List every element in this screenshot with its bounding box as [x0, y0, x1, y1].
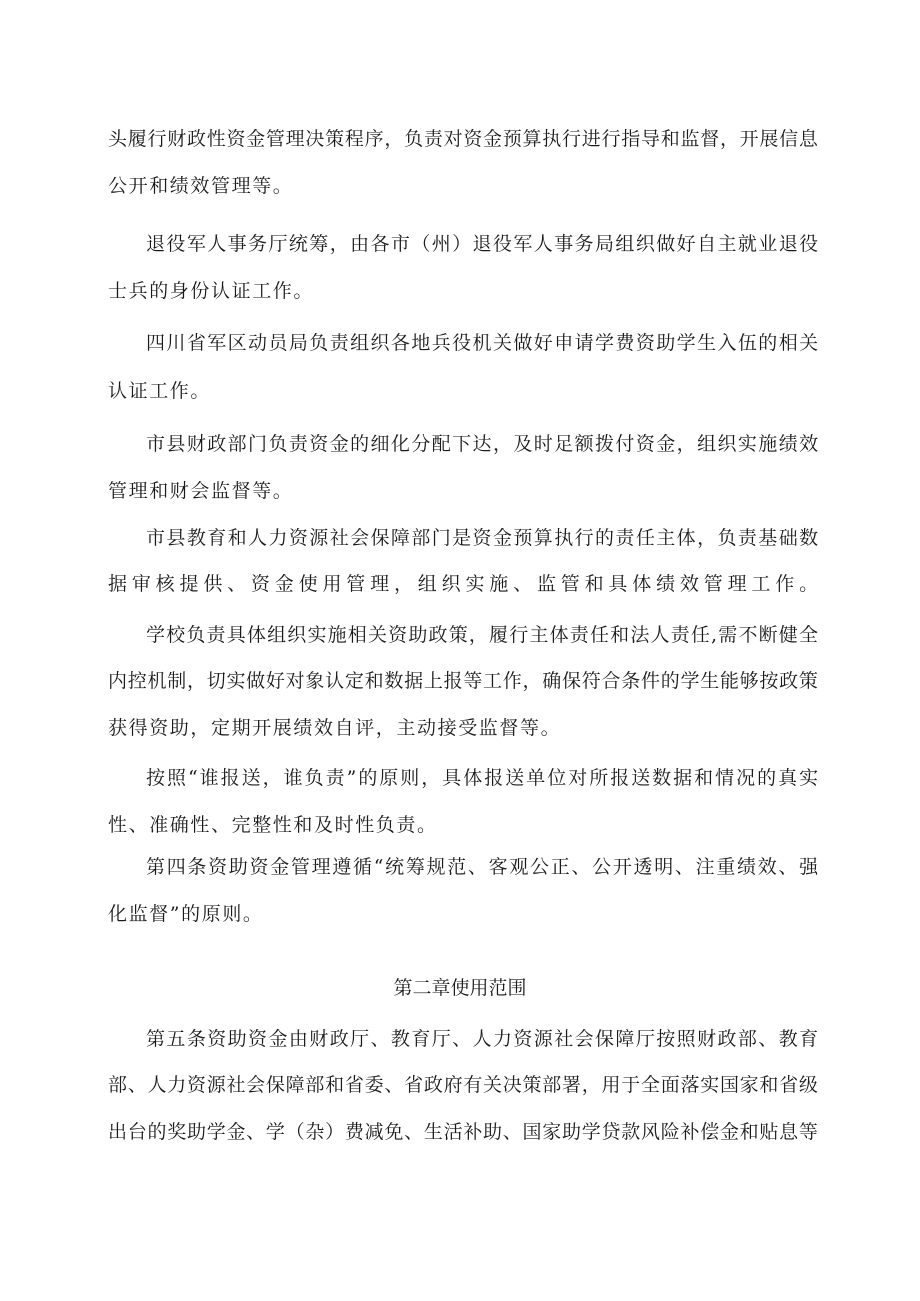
paragraph-8-line-1: 第四条资助资金管理遵循“统筹规范、客观公正、公开透明、注重绩效、强 [146, 856, 820, 878]
paragraph-5-line-1: 市县教育和人力资源社会保障部门是资金预算执行的责任主体，负责基础数 [146, 527, 820, 549]
paragraph-4-line-2: 管理和财会监督等。 [108, 480, 294, 502]
chapter-paragraph-1-line-2: 部、人力资源社会保障部和省委、省政府有关决策部署，用于全面落实国家和省级 [108, 1074, 819, 1096]
paragraph-2-line-2: 士兵的身份认证工作。 [108, 280, 315, 302]
paragraph-1-line-1: 头履行财政性资金管理决策程序，负责对资金预算执行进行指导和监督，开展信息 [108, 128, 819, 150]
paragraph-6-line-1: 学校负责具体组织实施相关资助政策，履行主体责任和法人责任,需不断健全 [146, 624, 820, 646]
paragraph-6-line-3: 获得资助，定期开展绩效自评，主动接受监督等。 [108, 717, 562, 739]
paragraph-3-line-2: 认证工作。 [108, 380, 212, 402]
paragraph-4-line-1: 市县财政部门负责资金的细化分配下达，及时足额拨付资金，组织实施绩效 [146, 433, 820, 455]
paragraph-8-line-2: 化监督”的原则。 [108, 903, 264, 925]
chapter-heading: 第二章使用范围 [393, 977, 527, 999]
paragraph-2-line-1: 退役军人事务厅统筹，由各市（州）退役军人事务局组织做好自主就业退役 [146, 233, 820, 255]
paragraph-5-line-2: 据审核提供、资金使用管理，组织实施、监管和具体绩效管理工作。 [108, 573, 823, 595]
chapter-paragraph-1-line-3: 出台的奖助学金、学（杂）费减免、生活补助、国家助学贷款风险补偿金和贴息等 [108, 1121, 819, 1143]
paragraph-3-line-1: 四川省军区动员局负责组织各地兵役机关做好申请学费资助学生入伍的相关 [146, 332, 820, 354]
paragraph-6-line-2: 内控机制，切实做好对象认定和数据上报等工作，确保符合条件的学生能够按政策 [108, 670, 819, 692]
paragraph-7-line-2: 性、准确性、完整性和及时性负责。 [108, 814, 438, 836]
paragraph-1-line-2: 公开和绩效管理等。 [108, 175, 294, 197]
paragraph-7-line-1: 按照“谁报送，谁负责”的原则，具体报送单位对所报送数据和情况的真实 [146, 767, 821, 789]
chapter-paragraph-1-line-1: 第五条资助资金由财政厅、教育厅、人力资源社会保障厅按照财政部、教育 [146, 1028, 820, 1050]
